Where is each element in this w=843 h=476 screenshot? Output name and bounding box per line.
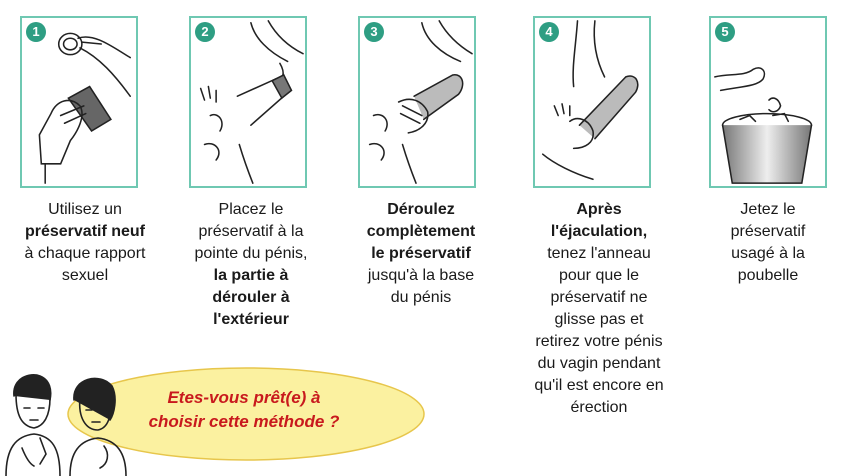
step-1-caption: Utilisez un préservatif neuf à chaque rapport sexuel	[24, 201, 146, 284]
step-5-illustration	[709, 16, 827, 188]
question-text: Etes-vous prêt(e) à choisir cette méthode ?	[148, 388, 340, 431]
step-4-badge: 4	[539, 22, 559, 42]
trash-bin-icon	[711, 18, 825, 186]
step-2-badge: 2	[195, 22, 215, 42]
step-3-badge: 3	[364, 22, 384, 42]
step-3-illustration	[358, 16, 476, 188]
step-4-caption: Après l'éjaculation, tenez l'anneau pour que le préservatif ne glisse pas et retirez votre pénis du vagin pendant qu'il est encore en érection	[534, 201, 664, 416]
step-1-illustration	[20, 16, 138, 188]
step-2-caption: Placez le préservatif à la pointe du pénis, la partie à dérouler à l'extérieur	[194, 201, 308, 328]
step-5-caption: Jetez le préservatif usagé à la poubelle	[730, 201, 806, 284]
remove-condom-icon	[535, 18, 649, 186]
step-1-badge: 1	[26, 22, 46, 42]
step-4-illustration	[533, 16, 651, 188]
couple-thinking-illustration	[0, 368, 160, 476]
place-condom-icon	[191, 18, 305, 186]
step-2-illustration	[189, 16, 307, 188]
unroll-condom-icon	[360, 18, 474, 186]
open-condom-packet-icon	[22, 18, 136, 186]
step-5-badge: 5	[715, 22, 735, 42]
step-3-caption: Déroulez complètement le préservatif jusqu'à la base du pénis	[366, 201, 476, 306]
